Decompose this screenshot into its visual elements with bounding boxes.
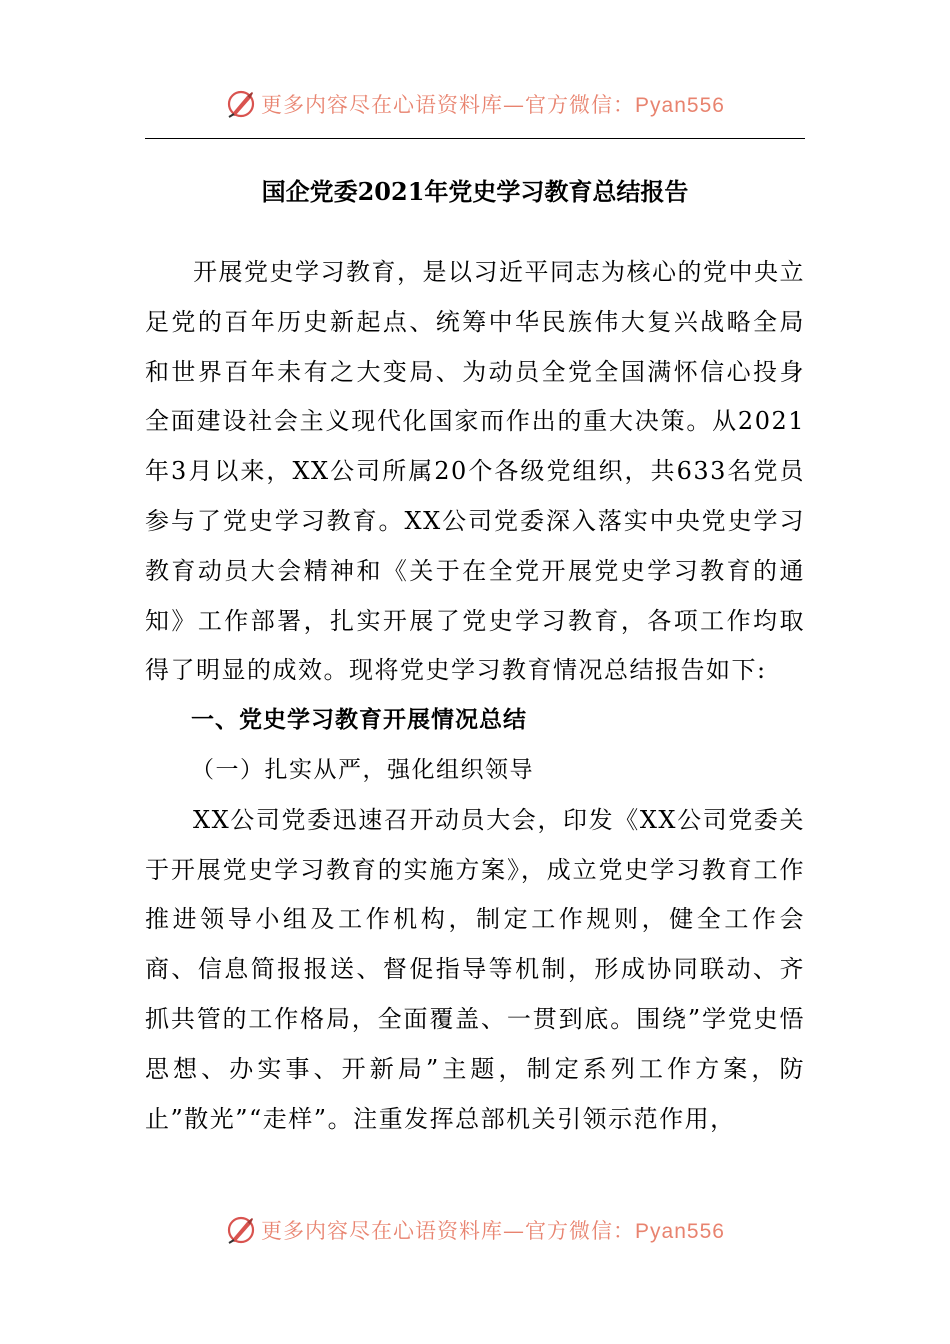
wechat-id: Pyan556 <box>635 94 725 117</box>
header-divider <box>145 138 805 139</box>
subsection-heading: （一）扎实从严，强化组织领导 <box>191 756 534 783</box>
intro-paragraph: 开展党史学习教育，是以习近平同志为核心的党中央立足党的百年历史新起点、统筹中华民族伟大复兴战略全局和世界百年未有之大变局、为动员全党全国满怀信心投身全面建设社会主义现代化国家而作出的重大决策。从2021年3月以来，XX公司所属20个各级党组织，共633名党员参与了党史学习教育。XX公司党委深入落实中央党史学习教育动员大会精神和《关于在全党开展党史学习教育的通知》工作部署，扎实开展了党史学习教育，各项工作均取得了明显的成效。现将党史学习教育情况总结报告如下: <box>145 258 805 685</box>
section-heading: 一、党史学习教育开展情况总结 <box>191 707 527 734</box>
watermark-text: 更多内容尽在心语资料库—官方微信：Pyan556 <box>261 93 725 117</box>
watermark-text: 更多内容尽在心语资料库—官方微信：Pyan556 <box>261 1219 725 1243</box>
document-title: 国企党委2021年党史学习教育总结报告 <box>261 177 689 206</box>
quill-pen-logo-icon <box>225 88 257 120</box>
document-body <box>145 248 805 1144</box>
subsection-paragraph: XX公司党委迅速召开动员大会，印发《XX公司党委关于开展党史学习教育的实施方案》，成立党史学习教育工作推进领导小组及工作机构，制定工作规则，健全工作会商、信息简报报送、督促指导等机制，形成协同联动、齐抓共管的工作格局，全面覆盖、一贯到底。围绕”学党史悟思想、办实事、开新局”主题，制定系列工作方案，防止”散光”“走样”。注重发挥总部机关引领示范作用， <box>145 805 805 1133</box>
quill-pen-logo-icon <box>225 1214 257 1246</box>
footer-watermark-banner <box>0 1210 950 1250</box>
wechat-id: Pyan556 <box>635 1220 725 1243</box>
header-watermark-banner <box>0 84 950 124</box>
